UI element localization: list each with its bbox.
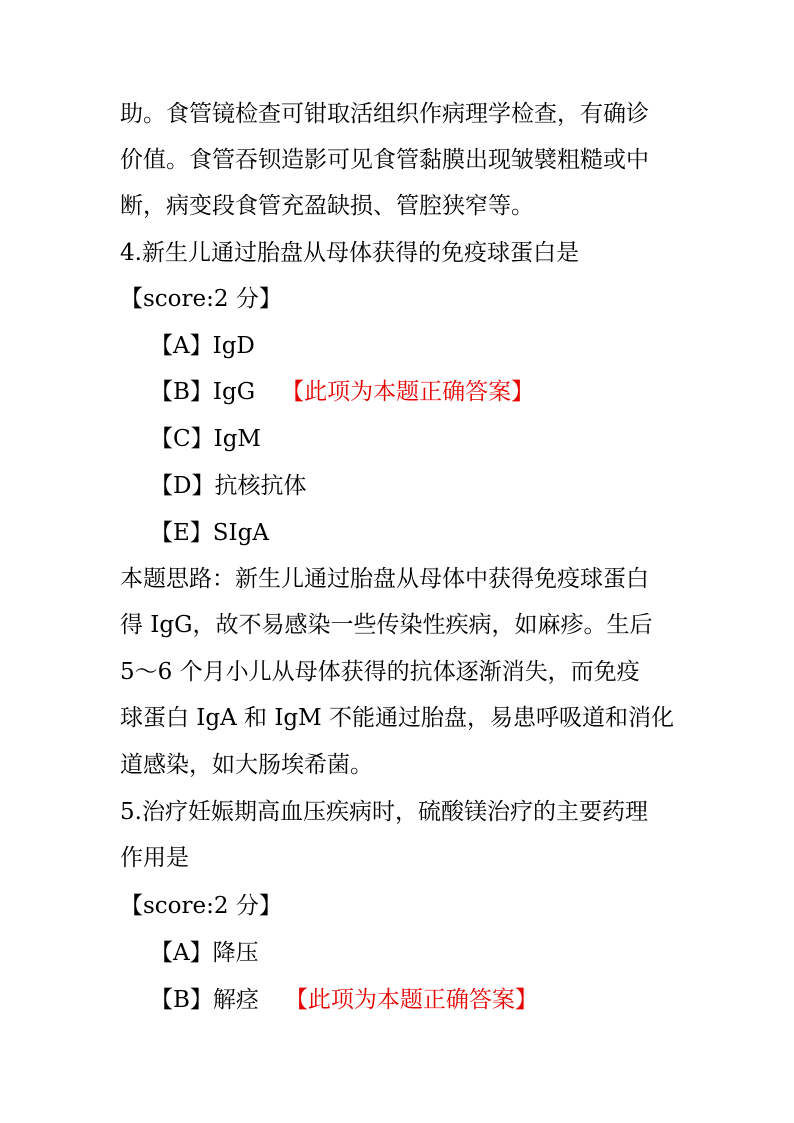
question-5-stem-line: 作用是: [120, 845, 189, 871]
question-4-option-e: [150, 518, 710, 548]
option-key: 【B】: [150, 379, 213, 405]
explanation-text-line: 助。食管镜检查可钳取活组织作病理学检查，有确诊: [120, 101, 649, 127]
question-5-score: 【score:2 分】: [120, 893, 282, 919]
question-4-explanation-line: 本题思路：新生儿通过胎盘从母体中获得免疫球蛋白: [120, 566, 649, 592]
correct-answer-marker: 【此项为本题正确答案】: [281, 379, 535, 405]
question-4-explanation-line: 道感染，如大肠埃希菌。: [120, 752, 373, 778]
question-4-explanation-line: 得 IgG，故不易感染一些传染性疾病，如麻疹。生后: [120, 612, 653, 638]
option-text: IgM: [213, 426, 261, 452]
question-5-option-a: [150, 938, 710, 968]
option-key: 【B】: [150, 987, 213, 1013]
question-4-option-a: [150, 331, 710, 361]
question-5-stem-line: 5.治疗妊娠期高血压疾病时，硫酸镁治疗的主要药理: [120, 799, 648, 825]
question-4-explanation-line: 5～6 个月小儿从母体获得的抗体逐渐消失，而免疫: [120, 659, 640, 685]
option-key: 【A】: [150, 940, 213, 966]
option-text: SIgA: [212, 520, 269, 546]
explanation-text-line: 断，病变段食管充盈缺损、管腔狭窄等。: [120, 193, 534, 219]
question-4-option-b: [150, 377, 710, 407]
option-key: 【D】: [150, 473, 215, 499]
option-key: 【E】: [150, 520, 213, 546]
option-text: 解痉: [212, 987, 259, 1013]
correct-answer-marker: 【此项为本题正确答案】: [284, 987, 538, 1013]
question-4-option-c: [150, 424, 710, 454]
question-5-option-b: [150, 985, 710, 1015]
question-4-option-d: [150, 471, 710, 501]
question-4-explanation-line: 球蛋白 IgA 和 IgM 不能通过胎盘，易患呼吸道和消化: [120, 705, 675, 731]
option-text: IgG: [212, 379, 256, 405]
option-key: 【A】: [150, 333, 213, 359]
option-text: IgD: [212, 333, 255, 359]
option-key: 【C】: [150, 426, 214, 452]
question-4-stem: 4.新生儿通过胎盘从母体获得的免疫球蛋白是: [120, 240, 579, 266]
option-text: 抗核抗体: [214, 473, 307, 499]
explanation-text-line: 价值。食管吞钡造影可见食管黏膜出现皱襞粗糙或中: [120, 147, 649, 173]
option-text: 降压: [212, 940, 259, 966]
question-4-score: 【score:2 分】: [120, 286, 282, 312]
